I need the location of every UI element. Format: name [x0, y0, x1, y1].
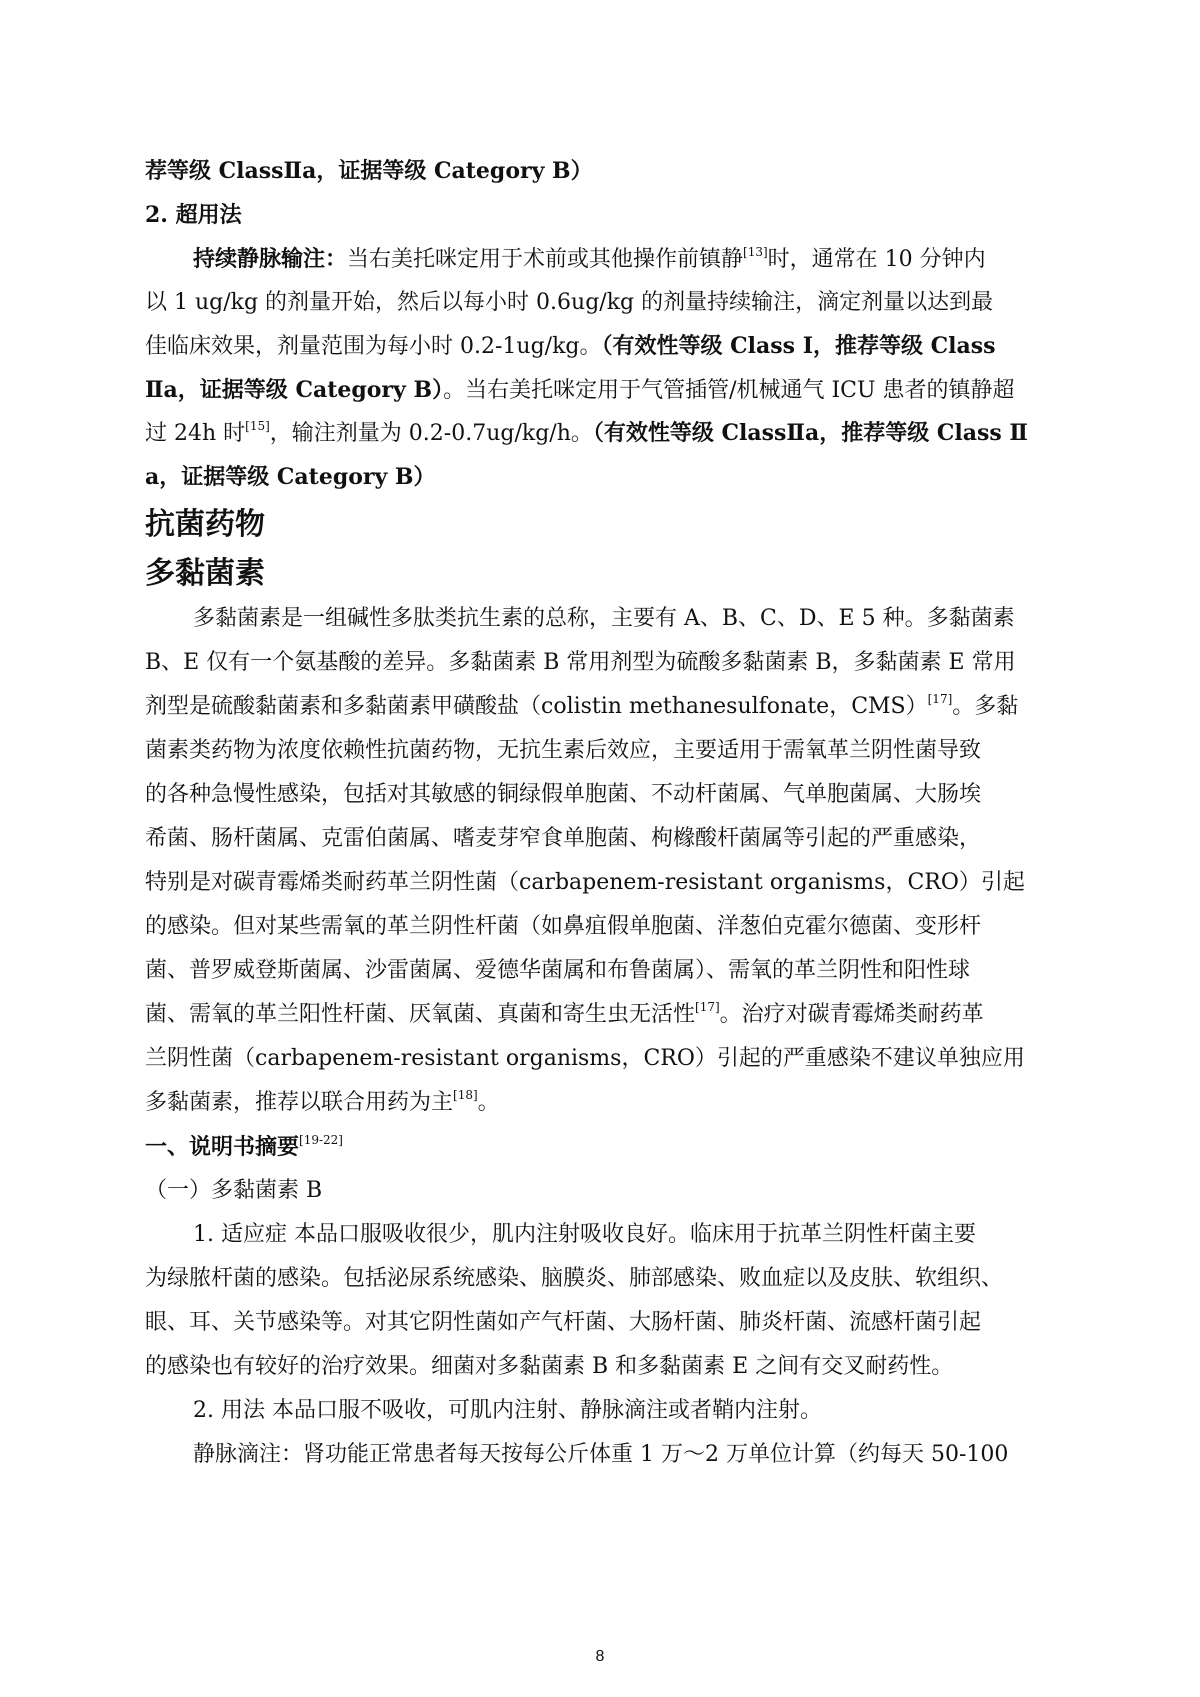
text-line: 多黏菌素是一组碱性多肽类抗生素的总称，主要有 A、B、C、D、E 5 种。多黏菌素 — [193, 606, 1015, 631]
subsection-heading: 2. 超用法 — [145, 202, 242, 228]
text-line — [145, 418, 1028, 449]
citation-ref: [13] — [743, 245, 768, 259]
run: 多黏菌素，推荐以联合用药为主 — [145, 1090, 454, 1115]
text-line: 2. 用法 本品口服不吸收，可肌内注射、静脉滴注或者鞘内注射。 — [193, 1398, 822, 1423]
text-line: 的各种急慢性感染，包括对其敏感的铜绿假单胞菌、不动杆菌属、气单胞菌属、大肠埃 — [145, 782, 982, 807]
text-line: B、E 仅有一个氨基酸的差异。多黏菌素 B 常用剂型为硫酸多黏菌素 B，多黏菌素 E 常用 — [145, 650, 1016, 675]
text-line: 希菌、肠杆菌属、克雷伯菌属、嗜麦芽窄食单胞菌、枸橼酸杆菌属等引起的严重感染， — [145, 826, 982, 851]
text-line: 的感染也有较好的治疗效果。细菌对多黏菌素 B 和多黏菌素 E 之间有交叉耐药性。 — [145, 1354, 954, 1379]
subsection-heading — [145, 1132, 343, 1162]
section-heading: 抗菌药物 — [145, 507, 265, 542]
citation-ref: [18] — [453, 1088, 478, 1102]
text-line: 兰阴性菌（carbapenem-resistant organisms，CRO）引起的严重感染不建议单独应用 — [145, 1046, 1025, 1071]
text-line — [193, 244, 986, 275]
run: 当右美托咪定用于术前或其他操作前镇静 — [347, 247, 744, 272]
run: 剂型是硫酸黏菌素和多黏菌素甲磺酸盐（colistin methanesulfonate，CMS） — [145, 694, 928, 719]
text-line: 的感染。但对某些需氧的革兰阴性杆菌（如鼻疽假单胞菌、洋葱伯克霍尔德菌、变形杆 — [145, 914, 982, 939]
run-bold: 持续静脉输注： — [193, 246, 348, 272]
text-line: a，证据等级 Category B） — [145, 464, 436, 490]
run: 。 — [477, 1090, 500, 1115]
text-line: 以 1 ug/kg 的剂量开始，然后以每小时 0.6ug/kg 的剂量持续输注，滴定剂量以达到最 — [145, 290, 994, 315]
run-bold: （有效性等级 ClassⅡa，推荐等级 Class Ⅱ — [592, 420, 1028, 446]
run: 。多黏 — [952, 694, 1019, 719]
run: 菌、需氧的革兰阳性杆菌、厌氧菌、真菌和寄生虫无活性 — [145, 1002, 696, 1027]
text-line: 眼、耳、关节感染等。对其它阴性菌如产气杆菌、大肠杆菌、肺炎杆菌、流感杆菌引起 — [145, 1310, 982, 1335]
run: ，输注剂量为 0.2-0.7ug/kg/h。 — [269, 421, 593, 446]
text-line: 菌、普罗威登斯菌属、沙雷菌属、爱德华菌属和布鲁菌属）、需氧的革兰阴性和阳性球 — [145, 958, 971, 983]
text-line: 1. 适应症 本品口服吸收很少，肌内注射吸收良好。临床用于抗革兰阴性杆菌主要 — [193, 1222, 976, 1247]
citation-ref: [15] — [245, 419, 270, 433]
text-line: 特别是对碳青霉烯类耐药革兰阴性菌（carbapenem-resistant organisms，CRO）引起 — [145, 870, 1025, 895]
section-heading: 多黏菌素 — [145, 556, 265, 591]
text-line: 荐等级 ClassⅡa，证据等级 Category B） — [145, 158, 593, 184]
text-line: 静脉滴注：肾功能正常患者每天按每公斤体重 1 万～2 万单位计算（约每天 50-100 — [193, 1442, 1009, 1467]
run: 。治疗对碳青霉烯类耐药革 — [719, 1002, 984, 1027]
subsection-heading: （一）多黏菌素 B — [145, 1178, 323, 1203]
run-bold: （有效性等级 Class Ⅰ，推荐等级 Class — [601, 333, 996, 359]
text-line — [145, 331, 996, 362]
text-line — [145, 1088, 500, 1118]
page-number: 8 — [595, 1648, 605, 1665]
run-bold: 一、说明书摘要 — [145, 1134, 300, 1160]
run: 过 24h 时 — [145, 421, 246, 446]
citation-ref: [17] — [695, 1000, 720, 1014]
text-line — [145, 1000, 984, 1030]
run-bold: Ⅱa，证据等级 Category B） — [145, 377, 444, 403]
run: 。当右美托咪定用于气管插管/机械通气 ICU 患者的镇静超 — [443, 378, 1015, 403]
text-line: 菌素类药物为浓度依赖性抗菌药物，无抗生素后效应，主要适用于需氧革兰阴性菌导致 — [145, 738, 982, 763]
citation-ref: [19-22] — [299, 1133, 343, 1147]
run: 时，通常在 10 分钟内 — [767, 247, 986, 272]
citation-ref: [17] — [927, 692, 953, 706]
text-line: 为绿脓杆菌的感染。包括泌尿系统感染、脑膜炎、肺部感染、败血症以及皮肤、软组织、 — [145, 1266, 1004, 1291]
run: 佳临床效果，剂量范围为每小时 0.2-1ug/kg。 — [145, 334, 602, 359]
text-line — [145, 692, 1018, 722]
text-line — [145, 375, 1015, 406]
